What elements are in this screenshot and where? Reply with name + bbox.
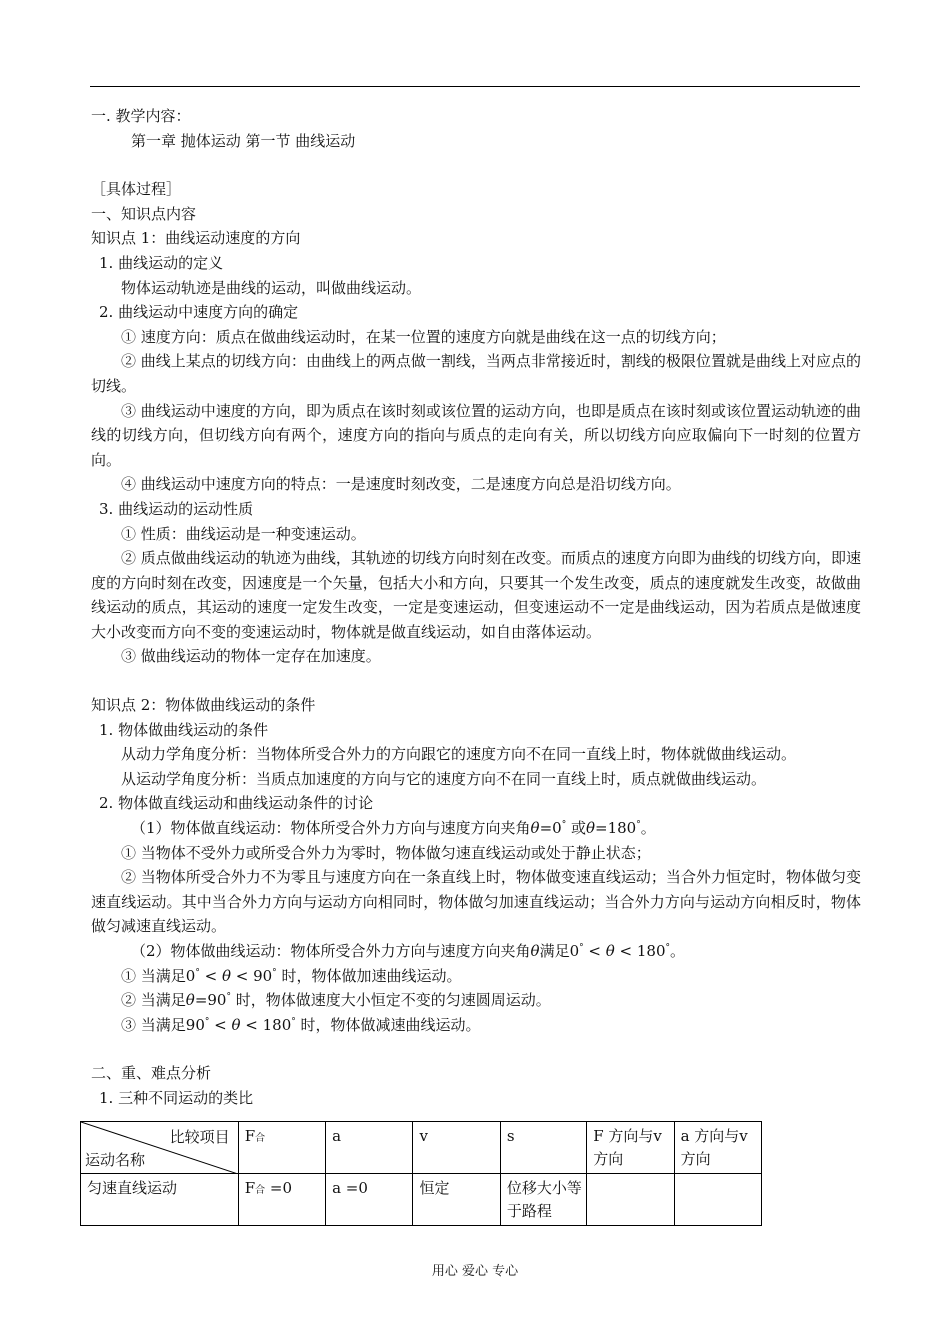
table-header-row (81, 1122, 762, 1174)
row-name: 匀速直线运动 (81, 1174, 239, 1226)
kp2-line2: （2）物体做曲线运动：物体所受合外力方向与速度方向夹角θ满足0° < θ < 180°。 (131, 942, 686, 960)
document-body (91, 104, 861, 1111)
kp2-p2: ② 当物体所受合外力不为零且与速度方向在一条直线上时，物体做变速直线运动；当合外力恒定时，物体做匀变速直线运动。其中当合外力方向与运动方向相同时，物体做匀加速直线运动；当合外力方向与运动方向相反时，物体做匀减速直线运动。 (91, 868, 861, 936)
kp2-s2-title: 2. 物体做直线运动和曲线运动条件的讨论 (99, 794, 374, 813)
row-f: F合 =0 (238, 1174, 325, 1226)
header-v: v (413, 1122, 500, 1174)
diagonal-header-cell: 比较项目 运动名称 (81, 1122, 239, 1174)
part2-sub: 1. 三种不同运动的类比 (99, 1088, 254, 1107)
row-v: 恒定 (413, 1174, 500, 1226)
kp1-s2-p1: ① 速度方向：质点在做曲线运动时，在某一位置的速度方向就是曲线在这一点的切线方向； (121, 327, 726, 346)
row-s: 位移大小等于路程 (500, 1174, 586, 1226)
part2-title: 二、重、难点分析 (91, 1064, 212, 1083)
header-f-v-direction: F 方向与v 方向 (587, 1122, 674, 1174)
kp2-case2: ② 当满足θ=90° 时，物体做速度大小恒定不变的匀速圆周运动。 (121, 991, 551, 1010)
kp2-s1-p1: 从动力学角度分析：当物体所受合外力的方向跟它的速度方向不在同一直线上时，物体就做曲线运动。 (121, 745, 797, 764)
kp1-s2-title: 2. 曲线运动中速度方向的确定 (99, 303, 299, 322)
kp1-s1-title: 1. 曲线运动的定义 (99, 253, 224, 272)
kp2-title: 知识点 2：物体做曲线运动的条件 (91, 696, 316, 715)
kp1-s2-p3: ③ 曲线运动中速度的方向，即为质点在该时刻或该位置的运动方向，也即是质点在该时刻或该位置运动轨迹的曲线的切线方向，但切线方向有两个，速度方向的指向与质点的走向有关，所以切线方向应取偏向下一时刻的位置方向。 (91, 401, 861, 469)
header-rule (90, 86, 860, 87)
kp1-title: 知识点 1：曲线运动速度的方向 (91, 229, 301, 248)
kp1-s2-p2: ② 曲线上某点的切线方向：由曲线上的两点做一割线，当两点非常接近时，割线的极限位置就是曲线上对应点的切线。 (91, 352, 861, 395)
kp2-line1: （1）物体做直线运动：物体所受合外力方向与速度方向夹角θ=0° 或θ=180°。 (131, 819, 656, 838)
kp1-s2-p4: ④ 曲线运动中速度方向的特点：一是速度时刻改变，二是速度方向总是沿切线方向。 (121, 475, 681, 494)
kp1-s1-p1: 物体运动轨迹是曲线的运动，叫做曲线运动。 (121, 278, 422, 297)
header-a: a (326, 1122, 413, 1174)
kp2-case1: ① 当满足0° < θ < 90° 时，物体做加速曲线运动。 (121, 966, 462, 985)
part1-title: 一、知识点内容 (91, 204, 197, 223)
table-row (81, 1174, 762, 1226)
comparison-table (80, 1121, 762, 1226)
row-fv (587, 1174, 674, 1226)
page-footer: 用心 爱心 专心 (431, 1264, 519, 1279)
kp2-s1-title: 1. 物体做曲线运动的条件 (99, 720, 269, 739)
kp2-p1: ① 当物体不受外力或所受合外力为零时，物体做匀速直线运动或处于静止状态； (121, 843, 651, 862)
header-s: s (500, 1122, 586, 1174)
kp1-s3-p1: ① 性质：曲线运动是一种变速运动。 (121, 524, 366, 543)
chapter-title: 第一章 抛体运动 第一节 曲线运动 (131, 131, 356, 150)
process-title: ［具体过程］ (91, 180, 182, 199)
kp2-s1-p2: 从运动学角度分析：当质点加速度的方向与它的速度方向不在同一直线上时，质点就做曲线运动。 (121, 769, 767, 788)
row-a: a =0 (326, 1174, 413, 1226)
header-a-v-direction: a 方向与v 方向 (674, 1122, 761, 1174)
kp1-s3-p2: ② 质点做曲线运动的轨迹为曲线，其轨迹的切线方向时刻在改变。而质点的速度方向即为曲线的切线方向，即速度的方向时刻在改变，因速度是一个矢量，包括大小和方向，只要其一个发生改变，质点的速度就发生改变，故做曲线运动的质点，其运动的速度一定发生改变，一定是变速运动，但变速运动不一定是曲线运动，因为若质点是做速度大小改变而方向不变的变速运动时，物体就是做直线运动，如自由落体运动。 (91, 549, 861, 641)
section-label: 一. 教学内容： (91, 107, 191, 125)
kp1-s3-title: 3. 曲线运动的运动性质 (99, 499, 254, 518)
header-f: F合 (238, 1122, 325, 1174)
row-av (674, 1174, 761, 1226)
kp2-case3: ③ 当满足90° < θ < 180° 时，物体做减速曲线运动。 (121, 1015, 481, 1034)
kp1-s3-p3: ③ 做曲线运动的物体一定存在加速度。 (121, 647, 381, 666)
